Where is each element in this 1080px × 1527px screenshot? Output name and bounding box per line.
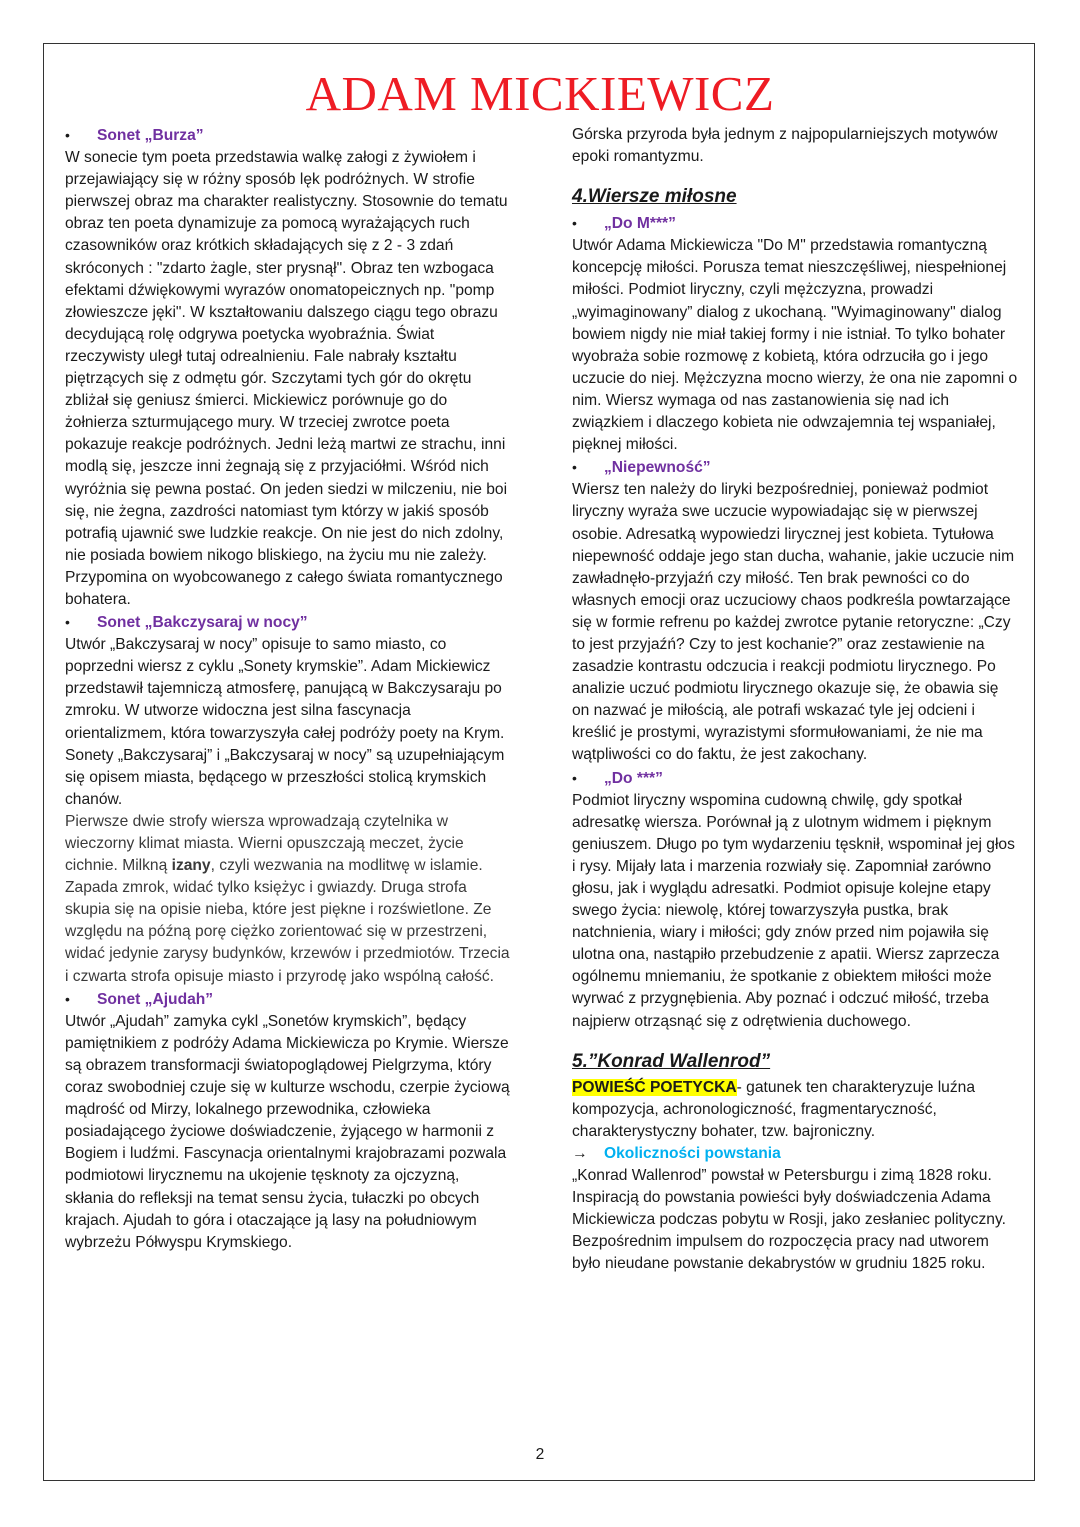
burza-paragraph: W sonecie tym poeta przedstawia walkę załogi z żywiołem i przejawiający się w różny sposób lęk podróżnych. W strofie pierwszej obraz ma charakter realistyczny. Stosownie do tematu obraz ten poeta dynamizuje za pomocą wyrażających ruch czasowników oraz krótkich składających się z 2 - 3 zdań skróconych : "zdarto żagle, ster prysnął". Obraz ten wzbogaca efektami dźwiękowymi wyrazów onomatopeicznych np. "pomp złowieszcze jęki". W kształtowaniu dalszego ciągu tego obrazu decydującą rolę odgrywa poetycka wyobraźnia. Świat rzeczywisty uległ tutaj odrealnieniu. Fale nabrały kształtu piętrzących się z odmętu gór. Szczytami tych gór do okrętu zbliżał się geniusz śmierci. Mickiewicz porównuje go do żołnierza szturmującego mury. W trzeciej zwrotce poeta pokazuje reakcje podróżnych. Jedni leżą martwi ze strachu, inni modlą się, jeszcze inni żegnają się z przyjaciółmi. Wśród nich wyróżnia się pewna postać. On jeden siedzi w milczeniu, nie boi się, nie żegna, zazdrości natomiast tym którzy w jakiś sposób potrafią ujawnić swe ludzkie reakcje. On nie jest do nich zdolny, nie posiada bowiem nikogo bliskiego, na życiu mu nie zależy. Przypomina on wyobcowanego z całego świata romantycznego bohatera. <box>65 149 508 608</box>
do-paragraph: Podmiot liryczny wspomina cudowną chwilę, gdy spotkał adresatkę wiersza. Porównał ją z ulotnym widmem i pięknym geniuszem. Długo po tym wydarzeniu tęsknił, wspominał jej głos i rysy. Mijały lata i marzenia rozwiały się. Zapomniał zarówno głosu, jak i wyglądu adresatki. Podmiot opisuje kolejne etapy swego życia: niewolę, której towarzyszyła pustka, brak natchnienia, wiary i miłości; gdy znów przed nim pojawiła się ulotna ona, nastąpiło przebudzenie z apatii. Wiersz zaprzecza ogólnemu mniemaniu, że spotkanie z obiektem miłości może wyrwać z przygnębienia. Aby poznać i odczuć miłość, trzeba najpierw otrząsnąć się z odrętwienia duchowego. <box>572 791 1015 1030</box>
arrow-right-icon: → <box>572 1144 588 1162</box>
dom-paragraph: Utwór Adama Mickiewicza "Do M" przedstawia romantyczną koncepcję miłości. Porusza temat nieszczęśliwej, niespełnionej miłości. Podmiot liryczny, czyli mężczyzna, prowadzi „wyimaginowany” dialog z ukochaną. "Wyimaginowany" dialog bowiem nigdy nie miał takiej formy i nie istniał. To tylko bohater wyobraża sobie rozmowę z kobietą, która odrzuciła go i jego uczucie do niej. Mężczyzna mocno wierzy, że ona nie zapomni o nim. Wiersz wymaga od nas zastanowienia się nad ich związkiem i dlaczego kobieta nie odwzajemnia tej wspaniałej, pięknej miłości. <box>572 237 1018 454</box>
page-title: ADAM MICKIEWICZ <box>305 66 775 121</box>
do-heading: „Do ***” <box>604 769 663 787</box>
bullet-icon: • <box>65 614 70 631</box>
okol-paragraph: „Konrad Wallenrod” powstał w Petersburgu i zimą 1828 roku. Inspiracją do powstania powieści były doświadczenia Adama Mickiewicza podczas pobytu w Rosji, jako zesłaniec polityczny. Bezpośrednim impulsem do rozpoczęcia pracy nad utworem było nieudane powstanie dekabrystów w grudniu 1825 roku. <box>572 1167 1006 1273</box>
powiesc-paragraph <box>572 1077 1020 1143</box>
bakczysaraj-text-b: , czyli wezwania na modlitwę w islamie. Zapada zmrok, widać tylko księżyc i gwiazdy. Druga strofa skupia się na opisie nieba, które jest piękne i rozświetlone. Ze względu na późną porę ciężko zorientować się w przestrzeni, widać jedynie zarysy budynków, krzewów i przedmiotów. Trzecia i czwarta strofa opisuje miasto i przyrodę jako wspólną całość. <box>65 857 510 985</box>
bakczysaraj-heading: Sonet „Bakczysaraj w nocy” <box>97 614 308 632</box>
izany-bold: izany <box>171 857 211 875</box>
intro-paragraph: Górska przyroda była jednym z najpopularniejszych motywów epoki romantyzmu. <box>572 126 998 166</box>
bullet-icon: • <box>65 990 70 1007</box>
powiesc-text: - gatunek ten charakteryzuje luźna kompozycja, achronologiczność, fragmentaryczność, charakterystyczny bohater, tzw. bajroniczny. <box>572 1078 976 1140</box>
niep-heading: „Niepewność” <box>604 459 711 477</box>
burza-heading: Sonet „Burza” <box>97 127 204 144</box>
powiesc-highlight: POWIEŚĆ POETYCKA <box>572 1078 737 1096</box>
dom-heading: „Do M***” <box>604 215 676 233</box>
okol-heading-row <box>572 1143 1020 1165</box>
bullet-icon: • <box>65 127 70 143</box>
section-5-heading: 5.”Konrad Wallenrod” <box>572 1050 771 1072</box>
bullet-icon: • <box>572 215 577 232</box>
section-4-heading: 4.Wiersze miłosne <box>572 186 737 208</box>
niep-heading-row <box>572 456 1020 479</box>
ajudah-heading: Sonet „Ajudah” <box>97 990 214 1008</box>
bullet-icon: • <box>572 769 577 786</box>
bullet-icon: • <box>572 459 577 476</box>
bakczysaraj-text-a: Pierwsze dwie strofy wiersza wprowadzają czytelnika w wieczorny klimat miasta. Wierni opuszczają meczet, życie cichnie. Milkną <box>65 812 464 875</box>
ajudah-heading-row <box>65 988 510 1011</box>
ajudah-paragraph: Utwór „Ajudah” zamyka cykl „Sonetów krymskich”, będący pamiętnikiem z podróży Adama Mickiewicza po Krymie. Wiersze są obrazem transformacji światopoglądowej Pielgrzyma, który coraz swobodniej czuje się w kulturze wschodu, czerpie życiową mądrość od Mirzy, lokalnego przewodnika, człowieka posiadającego życiowe doświadczenie, żyjącego w harmonii z Bogiem i ludźmi. Fascynacja orientalnymi krajobrazami pozwala podmiotowi lirycznemu na ukojenie tęsknoty za ojczyzną, skłania do refleksji na temat sensu życia, tułaczki po obcych krajach. Ajudah to góra i otaczające ją lasy na południowym wybrzeżu Półwyspu Krymskiego. <box>65 1012 510 1251</box>
page-number: 2 <box>535 1446 545 1463</box>
bakczysaraj-paragraph-2 <box>65 811 510 988</box>
right-column <box>572 124 1020 1276</box>
do-heading-row <box>572 767 1020 790</box>
bakczysaraj-heading-row <box>65 611 510 634</box>
burza-heading-row <box>65 124 510 147</box>
okol-heading: Okoliczności powstania <box>604 1144 781 1162</box>
bakczysaraj-paragraph: Utwór „Bakczysaraj w nocy” opisuje to samo miasto, co poprzedni wiersz z cyklu „Sonety krymskie”. Adam Mickiewicz przedstawił tajemniczą atmosferę, panującą w Bakczysaraju po zmroku. W utworze widoczna jest silna fascynacja orientalizmem, która towarzyszyła całej podróży poety na Krym. Sonety „Bakczysaraj” i „Bakczysaraj w nocy” są uzupełniającym się opisem miasta, będącego w przeszłości stolicą krymskich chanów. <box>65 636 505 808</box>
dom-heading-row <box>572 212 1020 235</box>
left-column <box>65 124 510 1254</box>
niep-paragraph: Wiersz ten należy do liryki bezpośredniej, ponieważ podmiot liryczny wyraża swe uczucie wypowiadając się w pierwszej osobie. Adresatką wypowiedzi lirycznej jest kobieta. Tytułowa niepewność oddaje jego stan ducha, wahanie, jakie uczucie nim zawładnęło-przyjaźń czy miłość. Ten brak pewności co do własnych emocji oraz uczuciowy chaos podkreśla powtarzające się w formie refrenu po każdej zwrotce pytanie retoryczne: „Czy to jest przyjaźń? Czy to jest kochanie?” oraz zestawienie na zasadzie kontrastu odczucia i reakcji podmiotu lirycznego. Po analizie uczuć podmiotu lirycznego okazuje się, że obawia się on nazwać je miłością, ale potrafi wskazać tyle jej odcieni i kreślić je prostymi, wyrazistymi sformułowaniami, że nie ma wątpliwości co do faktu, że jest zakochany. <box>572 481 1015 764</box>
